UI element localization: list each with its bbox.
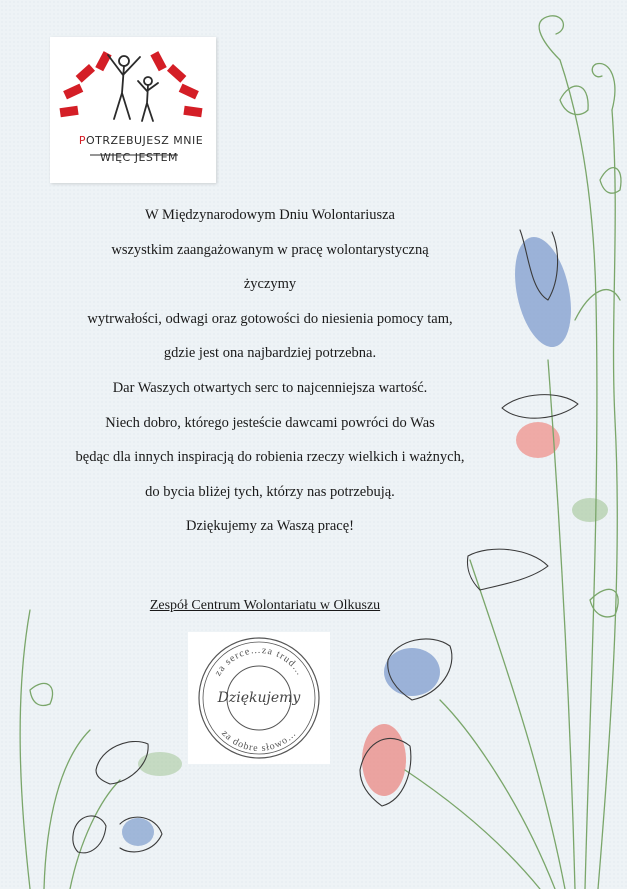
stamp-ring-bottom: za dobre słowo… [219, 727, 299, 755]
stem [598, 110, 617, 889]
thank-you-stamp [188, 632, 330, 764]
leaf [30, 683, 53, 705]
greeting-text [40, 205, 500, 551]
stem [44, 730, 90, 889]
stem [405, 770, 540, 889]
logo [50, 37, 216, 183]
greeting-line: wytrwałości, odwagi oraz gotowości do niesienia pomocy tam, [87, 310, 453, 327]
blue-flower-watercolor [384, 648, 440, 696]
greeting-line: Dar Waszych otwartych serc to najcenniejsza wartość. [112, 379, 428, 396]
stamp-ring-top: za serce…za trud… [212, 644, 306, 679]
tendril [539, 16, 563, 60]
stamp-graphic [188, 632, 330, 764]
greeting-line: Dziękujemy za Waszą pracę! [185, 518, 355, 535]
svg-text:za serce…za trud… [213, 645, 306, 678]
greeting-line: gdzie jest ona najbardziej potrzebna. [163, 345, 377, 362]
stem [20, 610, 30, 889]
logo-text-line1: POTRZEBUJESZ MNIE [78, 134, 204, 147]
stamp-center-text: Dziękujemy [217, 690, 301, 706]
greeting-line: będąc dla innych inspiracją do robienia rzeczy wielkich i ważnych, [75, 449, 465, 466]
greeting-line: W Międzynarodowym Dniu Wolontariusza [145, 207, 395, 223]
greeting-line: życzymy [243, 276, 297, 293]
greeting-line: Niech dobro, którego jesteście dawcami powróci do Was [105, 414, 435, 431]
flower-outline [468, 549, 549, 590]
svg-text:za dobre słowo… [219, 728, 299, 754]
greeting-line: do bycia bliżej tych, którzy nas potrzebują. [145, 483, 395, 500]
logo-text-line2: WIĘC JESTEM [99, 151, 179, 164]
greeting-line: wszystkim zaangażowanym w pracę wolontarystyczną [111, 241, 429, 258]
stem [70, 780, 120, 889]
red-flower-watercolor [362, 724, 406, 796]
green-leaf-watercolor [572, 498, 608, 522]
flower-outline [502, 395, 578, 419]
stem [470, 560, 565, 889]
tendril [592, 63, 615, 110]
blue-petal-watercolor [506, 232, 580, 352]
green-leaf-watercolor-left [138, 752, 182, 776]
bud-outline [73, 816, 106, 853]
blue-bud-watercolor [122, 818, 154, 846]
stem [440, 700, 555, 889]
leaf [600, 168, 621, 194]
stem [560, 60, 597, 889]
signature: Zespół Centrum Wolontariatu w Olkuszu [149, 598, 381, 613]
